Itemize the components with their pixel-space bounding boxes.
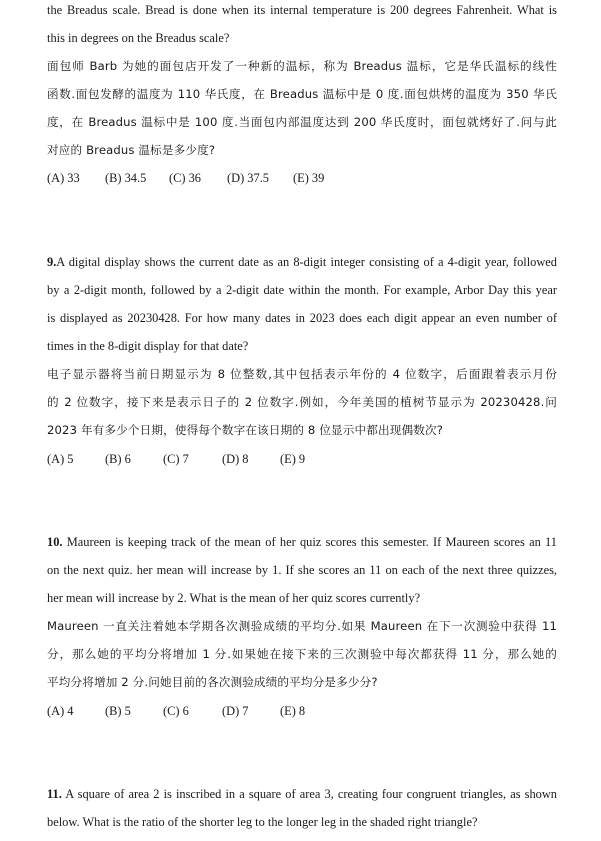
q9-en-line-3: is displayed as 20230428. For how many dates in 2023 does each digit appear an even number of <box>47 311 557 325</box>
q8-choice-c: (C) 36 <box>169 171 202 185</box>
q9-en-line-2: by a 2-digit month, followed by a 2-digit date within the month. For example, Arbor Day this year <box>47 283 557 297</box>
q11-number: 11. <box>47 787 62 801</box>
q10-en-line-2: on the next quiz. her mean will increase by 1. If she scores an 11 on each of the next three quizzes, <box>47 563 557 577</box>
q10-zh-line-1: Maureen 一直关注着她本学期各次测验成绩的平均分.如果 Maureen 在下一次测验中获得 11 <box>47 619 557 633</box>
q10-choice-a: (A) 4 <box>47 704 74 718</box>
q9-zh-line-1: 电子显示器将当前日期显示为 8 位整数,其中包括表示年份的 4 位数字，后面跟着表示月份 <box>47 367 557 381</box>
q8-en-line-1: the Breadus scale. Bread is done when its internal temperature is 200 degrees Fahrenheit. What is <box>47 3 557 17</box>
q8-choice-a: (A) 33 <box>47 171 80 185</box>
q8-zh-line-4: 对应的 Breadus 温标是多少度? <box>47 143 216 157</box>
q10-choice-e: (E) 8 <box>280 704 306 718</box>
q8-zh-line-2: 函数.面包发酵的温度为 110 华氏度，在 Breadus 温标中是 0 度.面包烘烤的温度为 350 华氏 <box>47 87 557 101</box>
q9-en-line-1 <box>47 254 557 270</box>
q11-en-line-2: below. What is the ratio of the shorter leg to the longer leg in the shaded right triangle? <box>47 815 478 829</box>
q9-en-line-1-text: A digital display shows the current date as an 8-digit integer consisting of a 4-digit year, followed <box>56 255 557 269</box>
q8-choice-b: (B) 34.5 <box>105 171 147 185</box>
q9-choice-b: (B) 6 <box>105 452 131 466</box>
q11-en-line-1-text: A square of area 2 is inscribed in a square of area 3, creating four congruent triangles, as shown <box>65 787 557 801</box>
q9-number: 9. <box>47 255 57 269</box>
q8-choice-d: (D) 37.5 <box>227 171 269 185</box>
q9-choice-c: (C) 7 <box>163 452 189 466</box>
q9-zh-line-2: 的 2 位数字，接下来是表示日子的 2 位数字.例如，今年美国的植树节显示为 20230428.问 <box>47 395 557 409</box>
q10-choice-b: (B) 5 <box>105 704 131 718</box>
q8-en-line-2: this in degrees on the Breadus scale? <box>47 31 230 45</box>
q8-zh-line-1: 面包师 Barb 为她的面包店开发了一种新的温标，称为 Breadus 温标，它是华氏温标的线性 <box>47 59 557 73</box>
q10-choice-c: (C) 6 <box>163 704 189 718</box>
q9-zh-line-3: 2023 年有多少个日期，使得每个数字在该日期的 8 位显示中都出现偶数次? <box>47 423 444 437</box>
q10-en-line-3: her mean will increase by 2. What is the mean of her quiz scores currently? <box>47 591 421 605</box>
q10-zh-line-2: 分，那么她的平均分将增加 1 分.如果她在接下来的三次测验中每次都获得 11 分，那么她的 <box>47 647 557 661</box>
q10-zh-line-3: 平均分将增加 2 分.问她目前的各次测验成绩的平均分是多少分? <box>47 675 378 689</box>
q9-choice-d: (D) 8 <box>222 452 249 466</box>
q8-zh-line-3: 度，在 Breadus 温标中是 100 度.当面包内部温度达到 200 华氏度时，面包就烤好了.问与此 <box>47 115 557 129</box>
q8-choice-e: (E) 39 <box>293 171 325 185</box>
q10-number: 10. <box>47 535 63 549</box>
q11-en-line-1 <box>47 786 557 802</box>
q10-en-line-1 <box>47 534 557 550</box>
q10-en-line-1-text: Maureen is keeping track of the mean of her quiz scores this semester. If Maureen scores an 11 <box>66 535 557 549</box>
q9-en-line-4: times in the 8-digit display for that date? <box>47 339 249 353</box>
q10-choice-d: (D) 7 <box>222 704 249 718</box>
q9-choice-a: (A) 5 <box>47 452 74 466</box>
q9-choice-e: (E) 9 <box>280 452 306 466</box>
